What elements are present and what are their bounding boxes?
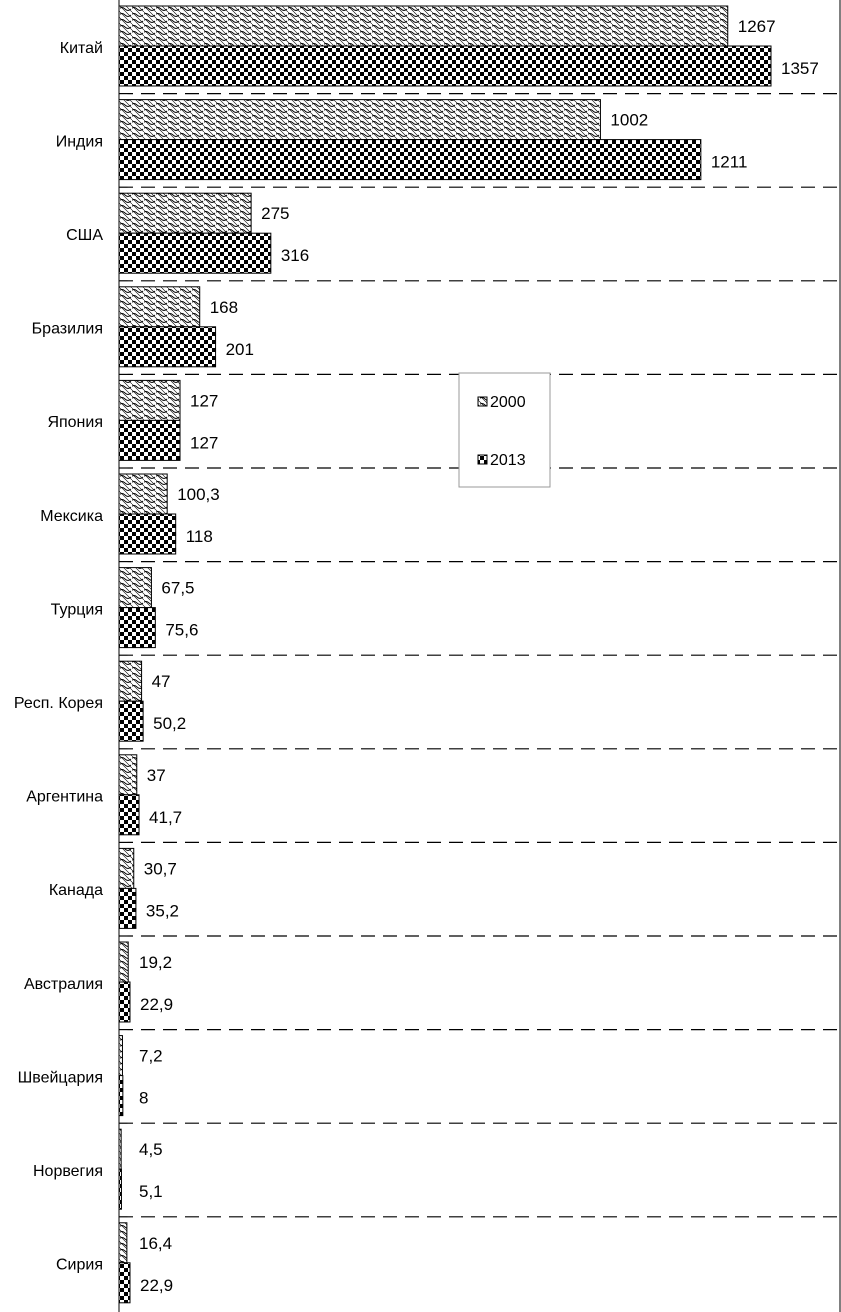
category-label: Китай bbox=[59, 39, 103, 57]
bar-2000 bbox=[119, 380, 180, 420]
value-label-2013: 50,2 bbox=[153, 714, 187, 734]
bar-2013 bbox=[119, 327, 216, 367]
bars-layer bbox=[119, 6, 771, 1303]
value-label-2013: 1357 bbox=[781, 59, 819, 78]
value-label-2013: 118 bbox=[185, 527, 213, 546]
legend-label-2000: 2000 bbox=[490, 394, 526, 411]
category-label: Сирия bbox=[56, 1256, 103, 1274]
category-label: Мексика bbox=[40, 507, 103, 525]
value-label-2013: 5,1 bbox=[139, 1182, 163, 1202]
value-label-2000: 67,5 bbox=[161, 578, 195, 598]
bar-2000 bbox=[119, 942, 128, 982]
bar-2000 bbox=[119, 287, 200, 327]
bar-2000 bbox=[119, 848, 134, 888]
bar-2000 bbox=[119, 661, 142, 701]
value-label-2000: 37 bbox=[146, 765, 166, 785]
value-label-2000: 30,7 bbox=[143, 859, 177, 879]
category-label: Аргентина bbox=[26, 788, 103, 806]
value-label-2013: 127 bbox=[190, 433, 219, 453]
value-label-2013: 8 bbox=[139, 1088, 149, 1108]
category-label: Канада bbox=[48, 882, 103, 900]
bar-2000 bbox=[119, 1223, 127, 1263]
bar-2000 bbox=[119, 474, 167, 514]
value-label-2000: 275 bbox=[261, 204, 290, 224]
value-label-2000: 7,2 bbox=[139, 1046, 163, 1066]
category-label: Респ. Корея bbox=[13, 695, 103, 712]
value-label-2013: 22,9 bbox=[140, 1275, 174, 1295]
value-label-2000: 19,2 bbox=[139, 953, 173, 972]
value-label-2000: 47 bbox=[151, 672, 171, 692]
bar-2013 bbox=[119, 420, 180, 460]
bar-2000 bbox=[119, 193, 251, 233]
bar-2000 bbox=[119, 568, 151, 608]
bar-2013 bbox=[119, 514, 176, 554]
bar-2013 bbox=[119, 982, 130, 1022]
bar-2013 bbox=[119, 888, 136, 928]
bar-2013 bbox=[119, 1076, 123, 1116]
value-label-2013: 41,7 bbox=[149, 807, 183, 827]
category-label: Турция bbox=[50, 601, 103, 619]
bar-2013 bbox=[119, 1263, 130, 1303]
bar-2013 bbox=[119, 701, 143, 741]
legend bbox=[459, 373, 550, 487]
category-label: Норвегия bbox=[32, 1163, 103, 1180]
value-label-2013: 75,6 bbox=[165, 620, 199, 640]
bar-2000 bbox=[119, 100, 600, 140]
value-label-2000: 4,5 bbox=[139, 1140, 163, 1160]
bar-2000 bbox=[119, 755, 137, 795]
category-labels bbox=[14, 40, 103, 1274]
value-label-2013: 22,9 bbox=[140, 995, 174, 1014]
bar-2013 bbox=[119, 795, 139, 835]
value-label-2013: 201 bbox=[225, 339, 254, 359]
legend-box bbox=[459, 373, 550, 487]
bar-2013 bbox=[119, 233, 271, 273]
value-label-2000: 100,3 bbox=[177, 485, 220, 504]
value-label-2000: 168 bbox=[209, 297, 239, 317]
value-label-2000: 1002 bbox=[610, 110, 649, 130]
value-label-2013: 316 bbox=[280, 246, 310, 266]
value-label-2000: 1267 bbox=[737, 17, 776, 36]
legend-swatch-2013 bbox=[478, 455, 487, 464]
value-label-2013: 1211 bbox=[710, 152, 748, 172]
bar-2013 bbox=[119, 140, 701, 180]
category-label: Швейцария bbox=[17, 1069, 103, 1087]
value-label-2000: 16,4 bbox=[139, 1233, 173, 1253]
category-label: Япония bbox=[47, 414, 103, 432]
category-label: Австралия bbox=[23, 975, 103, 993]
category-label: Бразилия bbox=[31, 320, 103, 338]
category-label: Индия bbox=[55, 133, 103, 151]
category-label: США bbox=[66, 227, 103, 244]
value-label-2000: 127 bbox=[190, 391, 219, 411]
legend-label-2013: 2013 bbox=[490, 452, 526, 469]
bar-2000 bbox=[119, 6, 728, 46]
bar-2000 bbox=[119, 1036, 122, 1076]
bar-2013 bbox=[119, 608, 155, 648]
value-label-2013: 35,2 bbox=[145, 901, 180, 921]
bar-2013 bbox=[119, 46, 771, 86]
legend-swatch-2000 bbox=[478, 397, 487, 406]
